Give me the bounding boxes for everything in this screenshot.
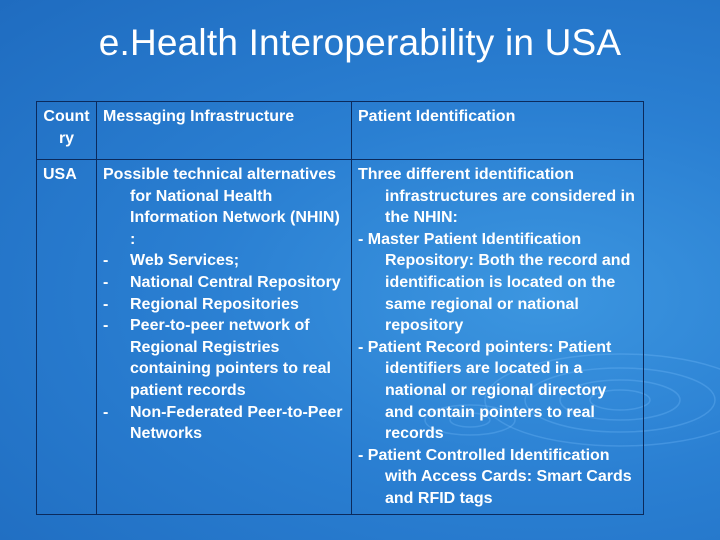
list-item: - Web Services; — [103, 252, 240, 270]
cell-country: USA — [37, 160, 97, 515]
interoperability-table — [36, 101, 644, 515]
list-item: - Patient Record pointers: Patient identifiers are located in a national or regional directory and contain pointers to real records — [358, 338, 612, 443]
header-patient-identification: Patient Identification — [352, 102, 644, 160]
list-item: - Non-Federated Peer-to-Peer Networks — [103, 403, 343, 443]
list-item: - Peer-to-peer network of Regional Registries containing pointers to real patient records — [103, 317, 331, 399]
slide-title: e.Health Interoperability in USA — [98, 22, 622, 63]
header-country: Count ry — [37, 102, 97, 160]
messaging-intro: Possible technical alternatives for National Health Information Network (NHIN) : — [103, 166, 340, 248]
list-item: - Master Patient Identification Repository: Both the record and identification is located on the same regional or national repository — [358, 230, 631, 335]
list-item: - Regional Repositories — [103, 295, 299, 313]
table-header-row — [37, 102, 644, 160]
patient-intro: Three different identification infrastructures are considered in the NHIN: — [358, 166, 635, 227]
list-item: - Patient Controlled Identification with Access Cards: Smart Cards and RFID tags — [358, 446, 632, 507]
list-item: - National Central Repository — [103, 273, 341, 291]
patient-options-list — [358, 229, 637, 510]
cell-patient-identification — [352, 160, 644, 515]
cell-messaging-infrastructure — [97, 160, 352, 515]
header-messaging-infrastructure: Messaging Infrastructure — [97, 102, 352, 160]
messaging-list — [103, 250, 345, 444]
table-row — [37, 160, 644, 515]
